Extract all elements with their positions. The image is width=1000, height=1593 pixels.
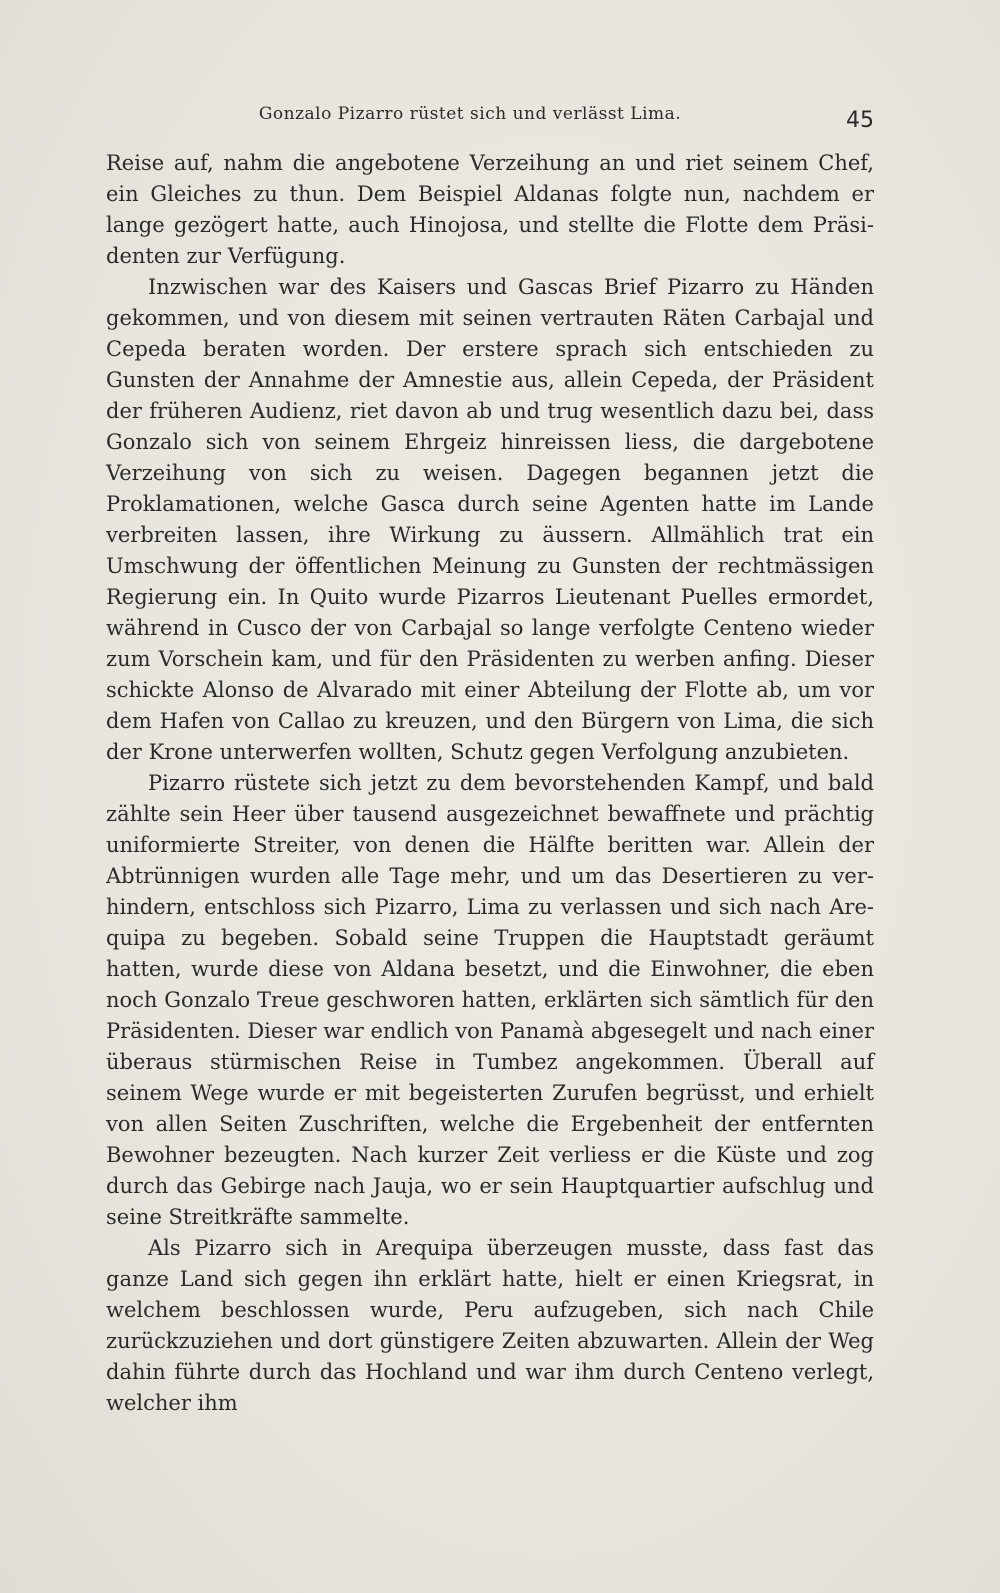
paragraph-1: Reise auf, nahm die angebotene Verzeihung an und riet seinem Chef, ein Gleiches zu thun. Dem Beispiel Aldanas folgte nun, nachdem er lange gezögert hatte, auch Hinojosa, und stellte die Flotte dem Präsidenten zur Verfügung.: [106, 151, 874, 268]
paragraph-4: Als Pizarro sich in Arequipa überzeugen musste, dass fast das ganze Land sich gegen ihn erklärt hatte, hielt er einen Kriegsrat, in welchem beschlossen wurde, Peru aufzugeben, sich nach Chile zurückzuziehen und dort günstigere Zeiten abzuwarten. Allein der Weg dahin führte durch das Hochland und war ihm durch Centeno verlegt, welcher ihm: [106, 1236, 874, 1415]
paragraph-2: Inzwischen war des Kaisers und Gascas Brief Pizarro zu Händen gekommen, und von diesem mit seinen vertrauten Räten Carbajal und Cepeda beraten worden. Der erstere sprach sich entschieden zu Gunsten der Annahme der Amnestie aus, allein Cepeda, der Präsident der früheren Audienz, riet davon ab und trug wesentlich dazu bei, dass Gonzalo sich von seinem Ehrgeiz hinreissen liess, die dargebotene Verzeihung von sich zu weisen. Dagegen begannen jetzt die Proklamationen, welche Gasca durch seine Agenten hatte im Lande verbreiten lassen, ihre Wirkung zu äussern. Allmählich trat ein Umschwung der öffentlichen Meinung zu Gunsten der rechtmässigen Regierung ein. In Quito wurde Pizarros Lieutenant Puelles ermordet, während in Cusco der von Carbajal so lange verfolgte Centeno wieder zum Vorschein kam, und für den Präsidenten zu werben anfing. Dieser schickte Alonso de Alvarado mit einer Abteilung der Flotte ab, um vor dem Hafen von Callao zu kreuzen, und den Bürgern von Lima, die sich der Krone unterwerfen wollten, Schutz gegen Verfolgung anzubieten.: [106, 275, 874, 764]
paragraph-3: Pizarro rüstete sich jetzt zu dem bevorstehenden Kampf, und bald zählte sein Heer über tausend ausgezeichnet bewaffnete und prächtig uniformierte Streiter, von denen die Hälfte beritten war. Allein der Abtrünnigen wurden alle Tage mehr, und um das Desertieren zu verhindern, entschloss sich Pizarro, Lima zu verlassen und sich nach Arequipa zu begeben. Sobald seine Truppen die Hauptstadt geräumt hatten, wurde diese von Aldana besetzt, und die Einwohner, die eben noch Gonzalo Treue geschworen hatten, erklärten sich sämtlich für den Präsidenten. Dieser war endlich von Panamà abgesegelt und nach einer überaus stürmischen Reise in Tumbez angekommen. Überall auf seinem Wege wurde er mit begeisterten Zurufen begrüsst, und erhielt von allen Seiten Zuschriften, welche die Ergebenheit der entfernten Bewohner bezeugten. Nach kurzer Zeit verliess er die Küste und zog durch das Gebirge nach Jauja, wo er sein Hauptquartier aufschlug und seine Streitkräfte sammelte.: [106, 771, 874, 1229]
body-text: [106, 148, 874, 1419]
running-head: [106, 100, 874, 140]
page-number: 45: [846, 108, 874, 133]
running-title: Gonzalo Pizarro rüstet sich und verlässt Lima.: [258, 104, 682, 124]
